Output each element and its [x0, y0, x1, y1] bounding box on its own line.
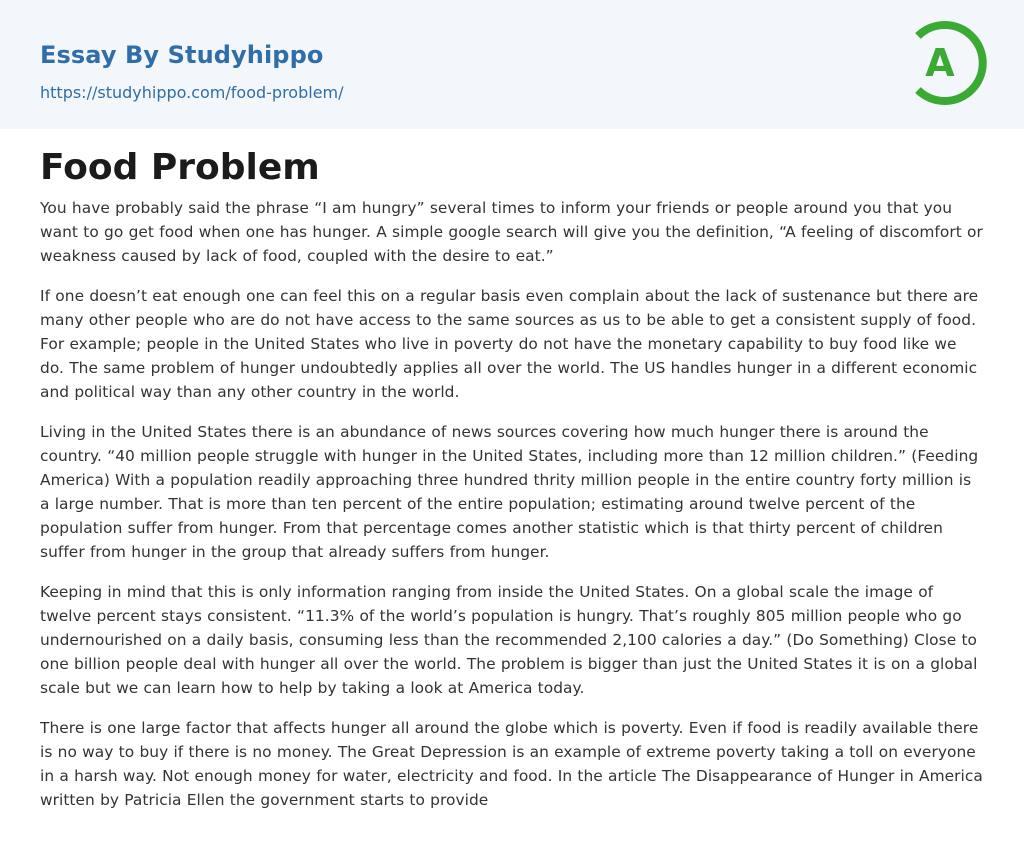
- essay-paragraph: Keeping in mind that this is only information ranging from inside the United States. On a global scale the image of twelve percent stays consistent. “11.3% of the world’s population is hungry. That’s roughly 805 million people who go undernourished on a daily basis, consuming less than the recommended 2,100 calories a day.” (Do Something) Close to one billion people deal with hunger all over the world. The problem is bigger than just the United States it is on a global scale but we can learn how to help by taking a look at America today.: [40, 583, 978, 697]
- source-url-link[interactable]: https://studyhippo.com/food-problem/: [40, 83, 344, 102]
- page-title: Food Problem: [40, 147, 320, 188]
- essay-paragraph: Living in the United States there is an abundance of news sources covering how much hunger there is around the country. “40 million people struggle with hunger in the United States, including more than 12 million children.” (Feeding America) With a population readily approaching three hundred thrity million people in the entire country forty million is a large number. That is more than ten percent of the entire population; estimating around twelve percent of the population suffer from hunger. From that percentage comes another statistic which is that thirty percent of children suffer from hunger in the group that already suffers from hunger.: [40, 423, 979, 561]
- page-header: [0, 0, 1024, 129]
- logo-ring-icon: [900, 16, 990, 108]
- essay-content: [0, 129, 1024, 812]
- essay-paragraph: You have probably said the phrase “I am hungry” several times to inform your friends or people around you that you want to go get food when one has hunger. A simple google search will give you the definition, “A feeling of discomfort or weakness caused by lack of food, coupled with the desire to eat.”: [40, 199, 983, 265]
- studyhippo-logo-icon[interactable]: [900, 16, 990, 108]
- brand-title: Essay By Studyhippo: [40, 41, 324, 69]
- essay-paragraph: If one doesn’t eat enough one can feel this on a regular basis even complain about the lack of sustenance but there are many other people who are do not have access to the same sources as us to be able to get a consistent supply of food. For example; people in the United States who live in poverty do not have the monetary capability to buy food like we do. The same problem of hunger undoubtedly applies all over the world. The US handles hunger in a different economic and political way than any other country in the world.: [40, 287, 979, 401]
- essay-paragraph: There is one large factor that affects hunger all around the globe which is poverty. Even if food is readily available there is no way to buy if there is no money. The Great Depression is an example of extreme poverty taking a toll on everyone in a harsh way. Not enough money for water, electricity and food. In the article The Disappearance of Hunger in America written by Patricia Ellen the government starts to provide: [40, 719, 983, 809]
- logo-letter: A: [925, 41, 955, 85]
